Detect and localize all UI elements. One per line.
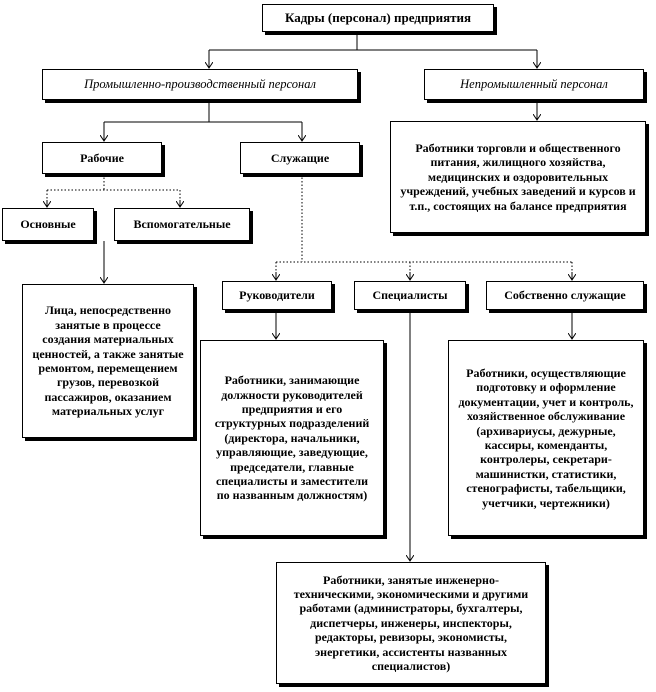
managers-description-box: Работники, занимающие должности руководителей предприятия и его структурных подразделений (директора, начальники, управляющие, заведующие, председатели, главные специалисты и заместители по названным должностям)	[200, 340, 384, 536]
specialists-description-box: Работники, занятые инженерно-техническими, экономическими и другими работами (администраторы, бухгалтеры, диспетчеры, инженеры, инспекторы, редакторы, ревизоры, экономисты, энергетики, ассистенты названных специалистов)	[276, 562, 546, 684]
proper-employees-description-box: Работники, осуществляющие подготовку и оформление документации, учет и контроль, хозяйственное обслуживание (архивариусы, дежурные, кассиры, коменданты, контролеры, секретари-машинистки, статистики, стенографисты, табельщики, учетчики, чертежники)	[448, 340, 644, 536]
managers-box: Руководители	[222, 281, 332, 310]
workers-description-box: Лица, непосредственно занятые в процессе создания материальных ценностей, а также занятые ремонтом, перемещением грузов, перевозкой пассажиров, оказанием материальных услуг	[22, 284, 194, 438]
workers-box: Рабочие	[42, 142, 162, 174]
auxiliary-workers-box: Вспомогательные	[114, 208, 250, 241]
nonindustrial-description-box: Работники торговли и общественного питания, жилищного хозяйства, медицинских и оздоровительных учреждений, учебных заведений и курсов и т.п., состоящих на балансе предприятия	[390, 121, 646, 233]
main-workers-box: Основные	[2, 208, 94, 241]
industrial-personnel-box: Промышленно-производственный персонал	[42, 69, 358, 100]
specialists-box: Специалисты	[354, 281, 466, 310]
employees-box: Служащие	[240, 142, 360, 174]
proper-employees-box: Собственно служащие	[486, 281, 644, 310]
title-box: Кадры (персонал) предприятия	[262, 4, 494, 32]
nonindustrial-personnel-box: Непромышленный персонал	[424, 69, 644, 100]
